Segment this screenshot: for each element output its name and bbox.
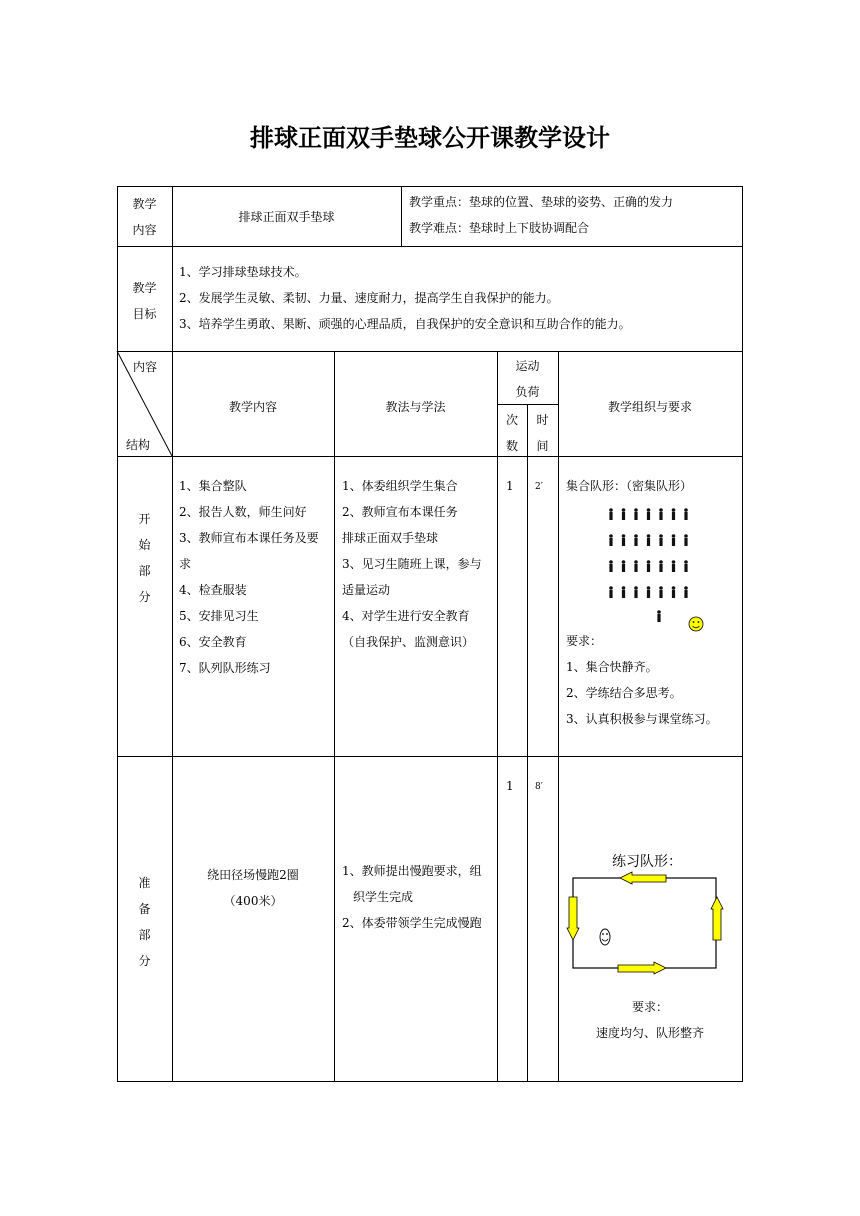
header-diag-top: 内容 <box>133 360 158 374</box>
student-icon <box>672 508 676 520</box>
student-icon <box>684 586 688 598</box>
practice-formation-title: 练习队形： <box>612 854 682 870</box>
student-icon <box>684 508 688 520</box>
student-icon <box>647 508 651 520</box>
student-icon <box>609 586 613 598</box>
teaching-goals <box>179 259 739 337</box>
student-icon <box>622 534 626 546</box>
student-icon <box>684 534 688 546</box>
arrow-up-icon <box>711 897 723 940</box>
header-load: 运动 负荷 <box>515 359 540 399</box>
student-icon <box>634 508 638 520</box>
student-icon <box>684 560 688 572</box>
start-label: 开 始 部 分 <box>138 512 151 604</box>
goal-item: 1、学习排球垫球技术。 <box>179 265 307 279</box>
key-points: 教学重点：垫球的位置、垫球的姿势、正确的发力 教学难点：垫球时上下肢协调配合 <box>409 195 674 235</box>
start-method: 1、体委组织学生集合 2、教师宣布本课任务 排球正面双手垫球 3、见习生随班上课，参与 适量运动 4、对学生进行安全教育 （自我保护、监测意识） <box>342 479 482 649</box>
student-icon <box>609 534 613 546</box>
prep-requirements: 要求： 速度均匀、队形整齐 <box>595 1000 704 1040</box>
practice-formation-diagram <box>560 870 740 980</box>
arrow-left-icon <box>620 872 666 884</box>
student-icon <box>634 534 638 546</box>
start-count: 1 <box>506 479 514 493</box>
student-icon <box>609 560 613 572</box>
student-icon <box>647 534 651 546</box>
student-icon <box>672 534 676 546</box>
goal-item: 3、培养学生勇敢、果断、顽强的心理品质，自我保护的安全意识和互助合作的能力。 <box>179 317 631 331</box>
student-icon <box>622 560 626 572</box>
goal-item: 2、发展学生灵敏、柔韧、力量、速度耐力，提高学生自我保护的能力。 <box>179 291 559 305</box>
student-icon <box>647 586 651 598</box>
start-requirements: 要求： 1、集合快静齐。 2、学练结合多思考。 3、认真积极参与课堂练习。 <box>566 634 718 726</box>
student-icon <box>622 586 626 598</box>
student-icon <box>622 508 626 520</box>
student-icon <box>609 508 613 520</box>
teaching-content-value: 排球正面双手垫球 <box>238 210 335 224</box>
student-icon <box>659 560 663 572</box>
formation-diagram <box>600 502 710 632</box>
row2-label: 教学 目标 <box>132 281 157 321</box>
start-content: 1、集合整队 2、报告人数，师生问好 3、教师宣布本课任务及要 求 4、检查服装 5、安排见习生 6、安全教育 7、队列队形练习 <box>179 479 319 675</box>
student-icon <box>672 560 676 572</box>
header-count: 次 数 <box>505 413 518 453</box>
prep-content: 绕田径场慢跑2圈 （400米） <box>207 868 299 908</box>
prep-time: 8′ <box>535 782 543 792</box>
student-icon <box>659 586 663 598</box>
header-method: 教法与学法 <box>385 400 446 414</box>
header-time: 时 间 <box>536 413 549 453</box>
student-icon <box>659 508 663 520</box>
leader-icon <box>657 610 661 622</box>
header-teaching-content: 教学内容 <box>228 400 277 414</box>
student-icon <box>634 586 638 598</box>
student-icon <box>672 586 676 598</box>
arrow-down-icon <box>567 897 579 940</box>
start-org-title: 集合队形：（密集队形） <box>566 479 693 493</box>
teacher-smiley-icon <box>600 929 610 945</box>
prep-count: 1 <box>506 779 514 793</box>
student-icon <box>659 534 663 546</box>
student-icon <box>634 560 638 572</box>
header-organization: 教学组织与要求 <box>607 400 692 414</box>
start-time: 2′ <box>535 482 543 492</box>
row1-label: 教学 内容 <box>132 197 157 237</box>
page-title: 排球正面双手垫球公开课教学设计 <box>250 124 610 152</box>
prep-method: 1、教师提出慢跑要求，组 织学生完成 2、体委带领学生完成慢跑 <box>342 864 482 930</box>
header-diag-bottom: 结构 <box>126 438 151 452</box>
arrow-right-icon <box>618 962 666 974</box>
student-icon <box>647 560 651 572</box>
prep-label: 准 备 部 分 <box>138 876 151 968</box>
